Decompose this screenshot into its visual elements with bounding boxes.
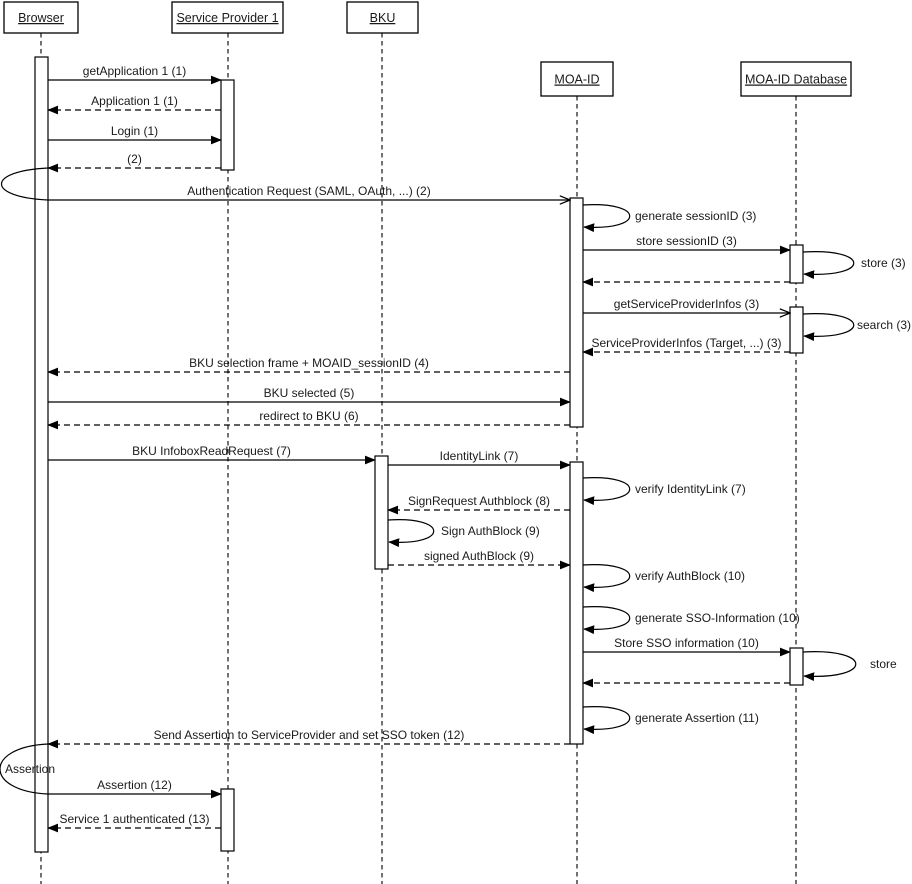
actor-label-browser: Browser [18,11,64,25]
message-label-authentication-request: Authentication Request (SAML, OAuth, ...) (2) [187,184,431,198]
self-loop-store-3 [803,252,854,275]
message-label-store-sessionid: store sessionID (3) [636,234,737,248]
message-label-bku-infobox-read-request: BKU InfoboxReadRequest (7) [132,444,291,458]
self-loop-label-generate-assertion: generate Assertion (11) [635,711,759,725]
activation-sp1-second [221,789,234,851]
message-label-bku-selected: BKU selected (5) [263,386,355,400]
message-label-service-1-authenticated: Service 1 authenticated (13) [59,812,210,826]
message-label-get-application: getApplication 1 (1) [82,64,187,78]
activation-moaid-second [570,462,583,744]
self-loop-generate-assertion [583,707,630,730]
activation-browser [35,57,48,852]
message-label-assertion-12: Assertion (12) [97,778,172,792]
message-label-send-assertion-sso-token: Send Assertion to ServiceProvider and set SSO token (12) [153,728,465,742]
self-loop-generate-sso-information [583,607,630,630]
actor-label-moa-id-database: MOA-ID Database [744,72,848,87]
actor-label-service-provider-1: Service Provider 1 [176,11,279,25]
message-label-signed-authblock: signed AuthBlock (9) [423,549,535,563]
self-loop-verify-identity-link [583,478,630,501]
activation-db-search [790,307,803,353]
message-label-store-sso-information: Store SSO information (10) [614,636,759,650]
self-loop-label-store-sso: store [870,657,897,671]
browser-assertion-loop-label: Assertion [5,762,56,776]
self-loop-label-search-3: search (3) [857,318,912,332]
activation-db-sso [790,648,803,685]
self-loop-label-generate-sso-information: generate SSO-Information (10) [635,611,800,625]
self-loop-sign-authblock [388,520,434,543]
message-label-get-service-provider-infos: getServiceProviderInfos (3) [613,297,760,311]
activation-sp1-first [221,80,234,170]
self-loop-label-sign-authblock: Sign AuthBlock (9) [441,524,540,538]
activation-moaid-first [570,198,583,427]
message-label-login: Login (1) [110,124,159,138]
self-loop-search-3 [803,314,854,337]
self-loop-label-generate-sessionid: generate sessionID (3) [635,209,757,223]
self-loop-label-verify-authblock: verify AuthBlock (10) [635,569,746,583]
activation-db-store [790,245,803,283]
message-label-bku-selection-frame: BKU selection frame + MOAID_sessionID (4) [189,356,429,370]
activation-bku [375,456,388,569]
self-loop-store-sso [803,652,856,677]
self-loop-label-store-3: store (3) [861,256,906,270]
message-label-redirect-to-bku: redirect to BKU (6) [259,409,359,423]
self-loop-generate-sessionid [583,205,630,228]
message-label-identity-link: IdentityLink (7) [439,449,519,463]
message-label-service-provider-infos: ServiceProviderInfos (Target, ...) (3) [591,336,782,350]
message-label-sign-request-authblock: SignRequest Authblock (8) [407,494,551,508]
actor-label-moa-id: MOA-ID [554,72,600,87]
self-loop-label-verify-identity-link: verify IdentityLink (7) [635,482,746,496]
message-label-login-return: (2) [127,152,142,166]
actor-label-bku: BKU [369,11,396,25]
message-label-application-1: Application 1 (1) [91,94,178,108]
self-loop-verify-authblock [583,565,630,588]
